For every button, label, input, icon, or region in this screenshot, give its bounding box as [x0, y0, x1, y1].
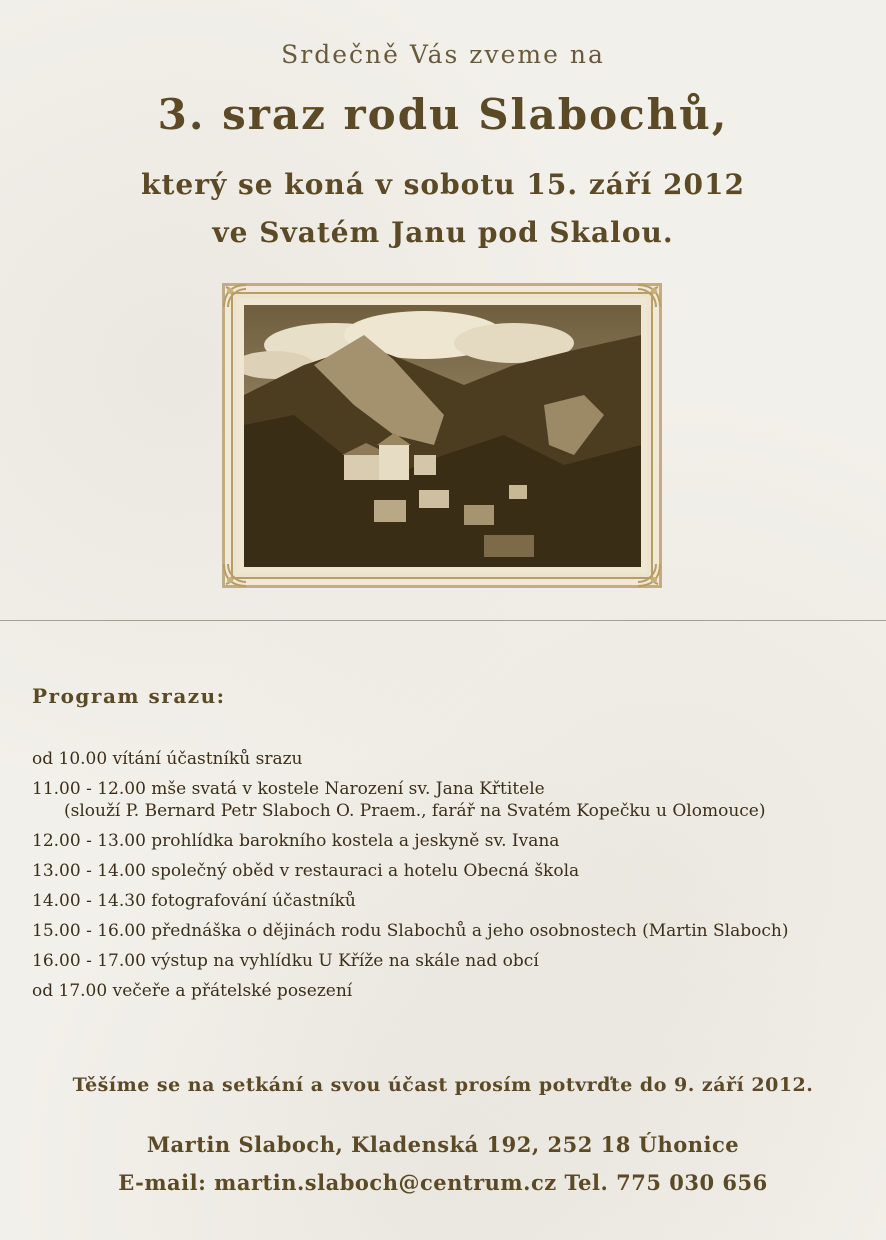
rsvp-note: Těšíme se na setkání a svou účast prosím potvrďte do 9. září 2012.: [72, 1074, 814, 1096]
program-item: [32, 950, 872, 972]
program-item: [32, 980, 872, 1002]
program-item-text: 12.00 - 13.00 prohlídka barokního kostela a jeskyně sv. Ivana: [32, 831, 560, 851]
invitation-intro: Srdečně Vás zveme na: [281, 40, 605, 69]
program-item: [32, 860, 872, 882]
program-item: [32, 890, 872, 912]
invitation-date-line: který se koná v sobotu 15. září 2012: [141, 168, 745, 201]
invitation-place-line: ve Svatém Janu pod Skalou.: [212, 216, 674, 249]
program-schedule: [32, 748, 872, 1010]
program-item-text: 15.00 - 16.00 přednáška o dějinách rodu Slabochů a jeho osobnostech (Martin Slaboch): [32, 921, 789, 941]
program-item-text: od 10.00 vítání účastníků srazu: [32, 749, 303, 769]
program-item-text: 14.00 - 14.30 fotografování účastníků: [32, 891, 356, 911]
program-item-note: (slouží P. Bernard Petr Slaboch O. Praem., farář na Svatém Kopečku u Olomouce): [64, 801, 766, 821]
program-heading: Program srazu:: [32, 684, 226, 708]
organizer-contact: E-mail: martin.slaboch@centrum.cz Tel. 775 030 656: [118, 1170, 768, 1195]
program-item: [32, 778, 872, 822]
program-item-text: od 17.00 večeře a přátelské posezení: [32, 981, 353, 1001]
program-item: [32, 920, 872, 942]
fold-line: [0, 620, 886, 621]
landscape-photo: [244, 305, 641, 567]
program-item: [32, 748, 872, 770]
program-item-text: 11.00 - 12.00 mše svatá v kostele Narození sv. Jana Křtitele: [32, 779, 545, 799]
program-item-text: 13.00 - 14.00 společný oběd v restauraci a hotelu Obecná škola: [32, 861, 580, 881]
program-item: [32, 830, 872, 852]
invitation-title: 3. sraz rodu Slabochů,: [157, 90, 729, 139]
program-item-text: 16.00 - 17.00 výstup na vyhlídku U Kříže na skále nad obcí: [32, 951, 539, 971]
organizer-address: Martin Slaboch, Kladenská 192, 252 18 Úhonice: [146, 1132, 740, 1157]
